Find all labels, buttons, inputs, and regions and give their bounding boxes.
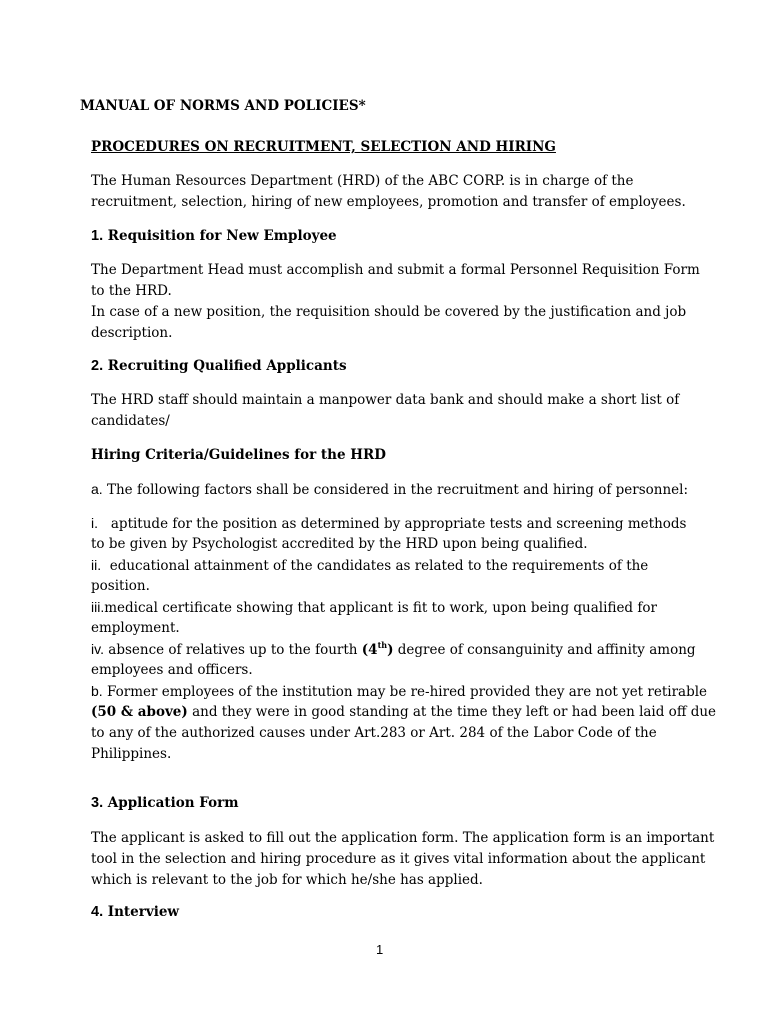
list-marker: i. <box>91 515 98 531</box>
list-item-ii <box>91 555 648 577</box>
list-item-continuation: employment. <box>91 620 180 636</box>
paragraph-line: which is relevant to the job for which he/she has applied. <box>91 872 483 888</box>
paragraph-line: The applicant is asked to fill out the application form. The application form is an important <box>91 830 715 846</box>
list-item-continuation: position. <box>91 578 150 594</box>
section-heading-requisition <box>91 226 337 247</box>
list-marker: a. <box>91 481 103 497</box>
list-marker: iv. <box>91 641 104 657</box>
section-title: Interview <box>107 904 180 920</box>
list-marker: iii. <box>91 599 105 615</box>
degree-ordinal: (4th) <box>361 640 394 658</box>
list-item-iii <box>91 597 657 619</box>
list-item-continuation: Philippines. <box>91 746 172 762</box>
list-item-continuation: to be given by Psychologist accredited by the HRD upon being qualified. <box>91 536 588 552</box>
section-title: Application Form <box>107 795 239 811</box>
section-title: Requisition for New Employee <box>107 228 337 244</box>
list-item-continuation: employees and officers. <box>91 662 253 678</box>
list-item-b <box>91 681 707 703</box>
paragraph-line: description. <box>91 325 173 341</box>
ordinal-suffix: th <box>377 640 388 650</box>
section-heading-application <box>91 793 239 814</box>
list-item-continuation: to any of the authorized causes under Art.283 or Art. 284 of the Labor Code of the <box>91 725 657 741</box>
list-text: degree of consanguinity and affinity among <box>397 642 696 658</box>
criteria-heading: Hiring Criteria/Guidelines for the HRD <box>91 447 386 463</box>
section-number: 1. <box>91 228 104 244</box>
list-item-iv <box>91 639 696 661</box>
paragraph-line: to the HRD. <box>91 283 172 299</box>
document-title: MANUAL OF NORMS AND POLICIES* <box>80 98 366 114</box>
section-heading-interview <box>91 902 179 923</box>
paragraph-line: tool in the selection and hiring procedure as it gives vital information about the applicant <box>91 851 706 867</box>
document-subtitle: PROCEDURES ON RECRUITMENT, SELECTION AND HIRING <box>91 139 556 155</box>
section-title: Recruiting Qualified Applicants <box>107 358 347 374</box>
paragraph-line: The Department Head must accomplish and submit a formal Personnel Requisition Form <box>91 262 700 278</box>
list-text: medical certificate showing that applicant is fit to work, upon being qualified for <box>104 600 657 616</box>
list-text: Former employees of the institution may be re-hired provided they are not yet retirable <box>106 684 708 700</box>
paragraph-line: In case of a new position, the requisition should be covered by the justification and job <box>91 304 687 320</box>
list-marker: b. <box>91 683 103 699</box>
intro-line: recruitment, selection, hiring of new employees, promotion and transfer of employees. <box>91 194 686 210</box>
list-text: educational attainment of the candidates as related to the requirements of the <box>109 558 649 574</box>
section-heading-recruiting <box>91 356 347 377</box>
list-text: aptitude for the position as determined by appropriate tests and screening methods <box>110 516 687 532</box>
list-text: The following factors shall be considered in the recruitment and hiring of personnel: <box>106 482 689 498</box>
section-number: 2. <box>91 358 104 374</box>
intro-line: The Human Resources Department (HRD) of the ABC CORP. is in charge of the <box>91 173 634 189</box>
page-number: 1 <box>376 942 384 957</box>
list-marker: ii. <box>91 557 102 573</box>
list-item-a <box>91 479 688 501</box>
paragraph-line: The HRD staff should maintain a manpower data bank and should make a short list of <box>91 392 680 408</box>
list-item-continuation: (50 & above) and they were in good standing at the time they left or had been laid off due <box>91 704 717 720</box>
list-item-i <box>91 513 686 535</box>
list-text: absence of relatives up to the fourth <box>108 642 358 658</box>
age-threshold: (50 & above) <box>91 704 188 720</box>
section-number: 3. <box>91 795 104 811</box>
section-number: 4. <box>91 904 104 920</box>
paragraph-line: candidates/ <box>91 413 170 429</box>
